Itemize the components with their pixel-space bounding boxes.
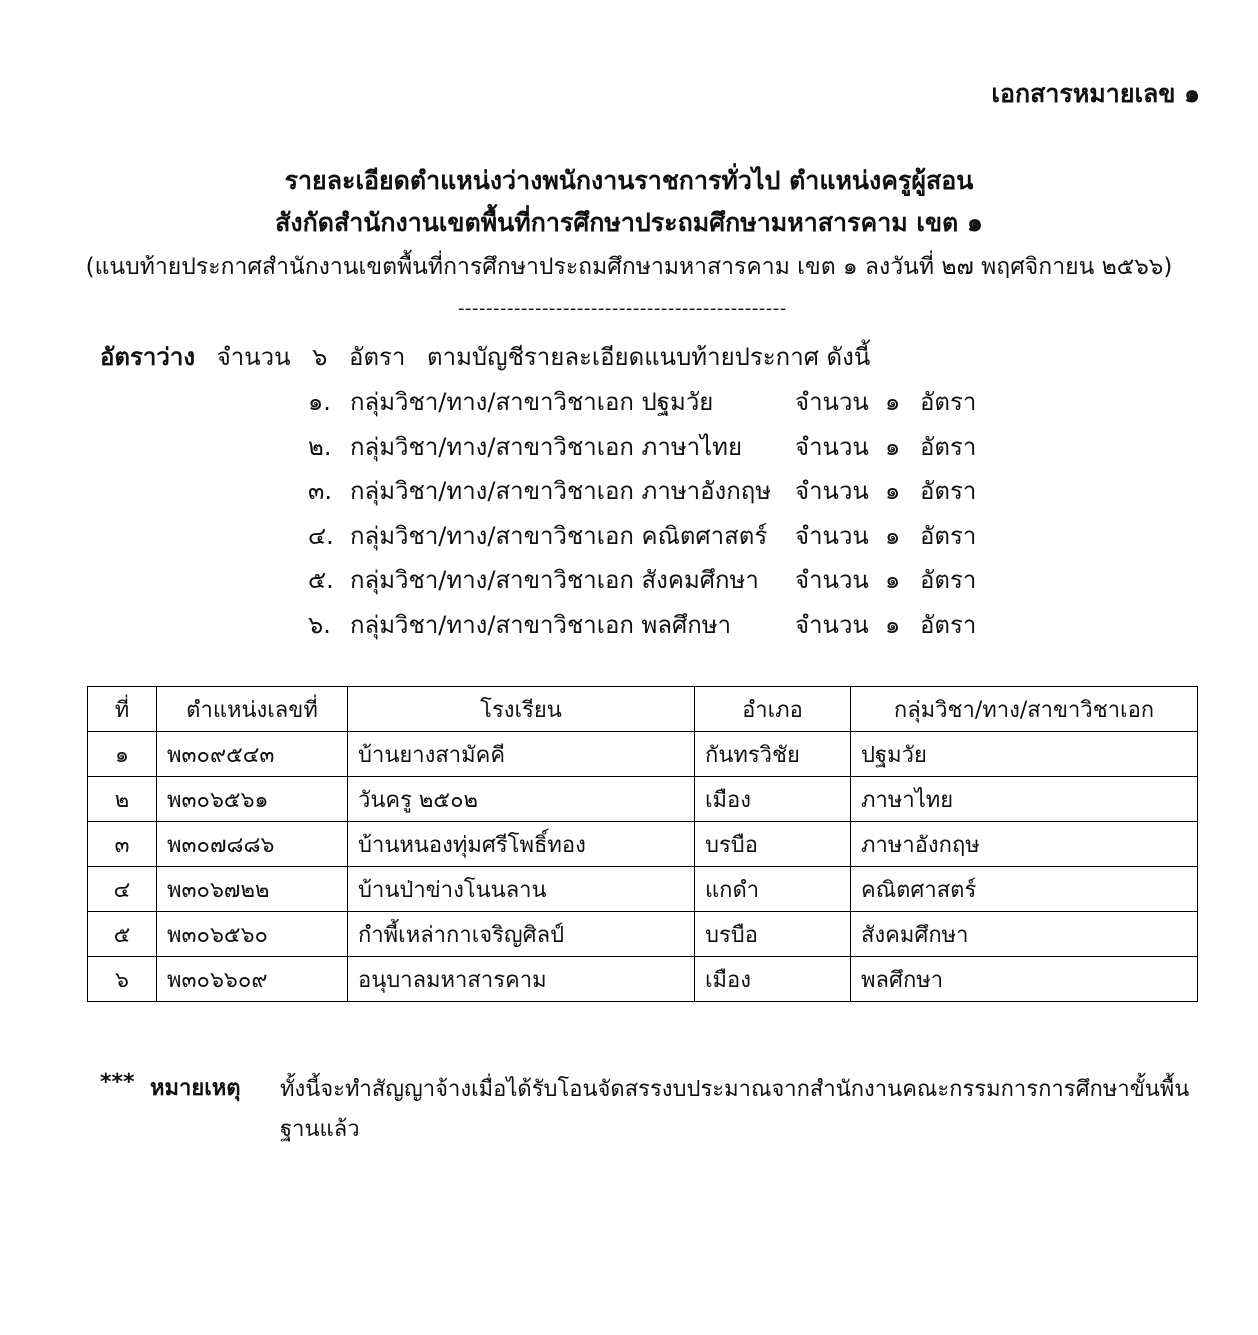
- vacancy-number: ๓.: [308, 477, 333, 505]
- table-row: [88, 912, 1198, 957]
- cell-position-number: พ๓๐๖๗๒๒: [157, 867, 348, 912]
- note-label: หมายเหตุ: [150, 1076, 241, 1101]
- vacancy-qty: ๑: [885, 566, 901, 594]
- note-body: ทั้งนี้จะทำสัญญาจ้างเมื่อได้รับโอนจัดสรรงบประมาณจากสำนักงานคณะกรรมการการศึกษาขั้นพื้นฐานแล้ว: [280, 1077, 1190, 1142]
- cell-school: วันครู ๒๕๐๒: [348, 777, 695, 822]
- cell-no: ๕: [88, 912, 157, 957]
- vacancy-qty-label: จำนวน: [795, 388, 869, 416]
- title-block: [0, 160, 1258, 290]
- table-row: [88, 822, 1198, 867]
- vacancy-number: ๑.: [308, 388, 331, 416]
- vacancy-unit: อัตรา: [349, 343, 406, 371]
- cell-position-number: พ๓๐๖๕๖๐: [157, 912, 348, 957]
- vacancy-qty-label: จำนวน: [795, 566, 869, 594]
- cell-district: บรบือ: [695, 912, 851, 957]
- cell-position-number: พ๓๐๖๖๐๙: [157, 957, 348, 1002]
- vacancy-item: [308, 469, 1008, 514]
- vacancy-qty-label: จำนวน: [795, 521, 869, 550]
- vacancy-qty: ๑: [885, 521, 901, 550]
- cell-district: เมือง: [695, 957, 851, 1002]
- vacancy-item: [308, 514, 1008, 559]
- vacancy-qty-unit: อัตรา: [920, 477, 977, 505]
- page-subtitle: สังกัดสำนักงานเขตพื้นที่การศึกษาประถมศึกษามหาสารคาม เขต ๑: [275, 208, 983, 237]
- vacancy-item: [308, 425, 1008, 470]
- vacancy-subject: กลุ่มวิชา/ทาง/สาขาวิชาเอก ภาษาอังกฤษ: [350, 477, 772, 505]
- vacancy-qty: ๑: [885, 477, 901, 505]
- column-header-subject: กลุ่มวิชา/ทาง/สาขาวิชาเอก: [851, 687, 1198, 732]
- vacancy-lead: อัตราว่าง: [100, 343, 196, 371]
- cell-district: กันทรวิชัย: [695, 732, 851, 777]
- vacancy-number: ๔.: [308, 521, 334, 550]
- vacancy-number: ๕.: [308, 566, 334, 594]
- vacancy-number: ๒.: [308, 432, 332, 461]
- vacancy-subject: กลุ่มวิชา/ทาง/สาขาวิชาเอก ปฐมวัย: [350, 388, 714, 416]
- vacancy-subject: กลุ่มวิชา/ทาง/สาขาวิชาเอก ภาษาไทย: [350, 432, 743, 461]
- cell-position-number: พ๓๐๗๘๘๖: [157, 822, 348, 867]
- cell-no: ๑: [88, 732, 157, 777]
- table-row: [88, 957, 1198, 1002]
- vacancy-count-label: จำนวน: [216, 343, 291, 371]
- cell-district: บรบือ: [695, 822, 851, 867]
- vacancy-summary: [100, 337, 870, 376]
- vacancy-tail: ตามบัญชีรายละเอียดแนบท้ายประกาศ ดังนี้: [427, 343, 871, 371]
- column-header-no: ที่: [88, 687, 157, 732]
- cell-subject: พลศึกษา: [851, 957, 1198, 1002]
- cell-position-number: พ๓๐๙๕๔๓: [157, 732, 348, 777]
- cell-school: บ้านป่าข่างโนนลาน: [348, 867, 695, 912]
- vacancy-item: [308, 558, 1008, 603]
- cell-no: ๔: [88, 867, 157, 912]
- vacancy-list: [308, 380, 1008, 647]
- cell-school: บ้านยางสามัคคี: [348, 732, 695, 777]
- cell-subject: คณิตศาสตร์: [851, 867, 1198, 912]
- vacancy-qty: ๑: [885, 388, 901, 416]
- vacancy-qty-unit: อัตรา: [920, 521, 977, 550]
- column-header-position-number: ตำแหน่งเลขที่: [157, 687, 348, 732]
- cell-no: ๒: [88, 777, 157, 822]
- vacancy-qty-unit: อัตรา: [920, 388, 977, 416]
- vacancy-qty-label: จำนวน: [795, 432, 869, 461]
- cell-school: กำพี้เหล่ากาเจริญศิลป์: [348, 912, 695, 957]
- cell-subject: ภาษาไทย: [851, 777, 1198, 822]
- cell-subject: สังคมศึกษา: [851, 912, 1198, 957]
- cell-district: เมือง: [695, 777, 851, 822]
- vacancy-qty-unit: อัตรา: [920, 432, 977, 461]
- vacancy-qty-unit: อัตรา: [920, 566, 977, 594]
- vacancy-number: ๖.: [308, 610, 331, 639]
- cell-school: อนุบาลมหาสารคาม: [348, 957, 695, 1002]
- table-row: [88, 867, 1198, 912]
- table-row: [88, 732, 1198, 777]
- column-header-district: อำเภอ: [695, 687, 851, 732]
- cell-no: ๓: [88, 822, 157, 867]
- positions-table: [87, 686, 1198, 1002]
- vacancy-qty: ๑: [885, 610, 901, 639]
- note-stars: ***: [100, 1070, 135, 1095]
- table-row: [88, 777, 1198, 822]
- vacancy-qty: ๑: [885, 432, 901, 461]
- vacancy-subject: กลุ่มวิชา/ทาง/สาขาวิชาเอก สังคมศึกษา: [350, 566, 759, 594]
- vacancy-qty-label: จำนวน: [795, 610, 869, 639]
- vacancy-count: ๖: [312, 343, 328, 371]
- cell-school: บ้านหนองทุ่มศรีโพธิ์ทอง: [348, 822, 695, 867]
- page-title: รายละเอียดตำแหน่งว่างพนักงานราชการทั่วไป ตำแหน่งครูผู้สอน: [284, 166, 974, 195]
- vacancy-subject: กลุ่มวิชา/ทาง/สาขาวิชาเอก พลศึกษา: [350, 610, 732, 639]
- vacancy-qty-unit: อัตรา: [920, 610, 977, 639]
- vacancy-subject: กลุ่มวิชา/ทาง/สาขาวิชาเอก คณิตศาสตร์: [350, 521, 768, 550]
- table-header-row: [88, 687, 1198, 732]
- vacancy-qty-label: จำนวน: [795, 477, 869, 505]
- vacancy-item: [308, 603, 1008, 648]
- cell-no: ๖: [88, 957, 157, 1002]
- separator-line: -----------------------------------------------: [458, 298, 787, 319]
- document-number: เอกสารหมายเลข ๑: [991, 79, 1200, 108]
- cell-district: แกดำ: [695, 867, 851, 912]
- cell-subject: ปฐมวัย: [851, 732, 1198, 777]
- announcement-reference: (แนบท้ายประกาศสำนักงานเขตพื้นที่การศึกษาประถมศึกษามหาสารคาม เขต ๑ ลงวันที่ ๒๗ พฤศจิกายน ๒๕๖๖): [85, 254, 1173, 280]
- cell-subject: ภาษาอังกฤษ: [851, 822, 1198, 867]
- vacancy-item: [308, 380, 1008, 425]
- column-header-school: โรงเรียน: [348, 687, 695, 732]
- cell-position-number: พ๓๐๖๕๖๑: [157, 777, 348, 822]
